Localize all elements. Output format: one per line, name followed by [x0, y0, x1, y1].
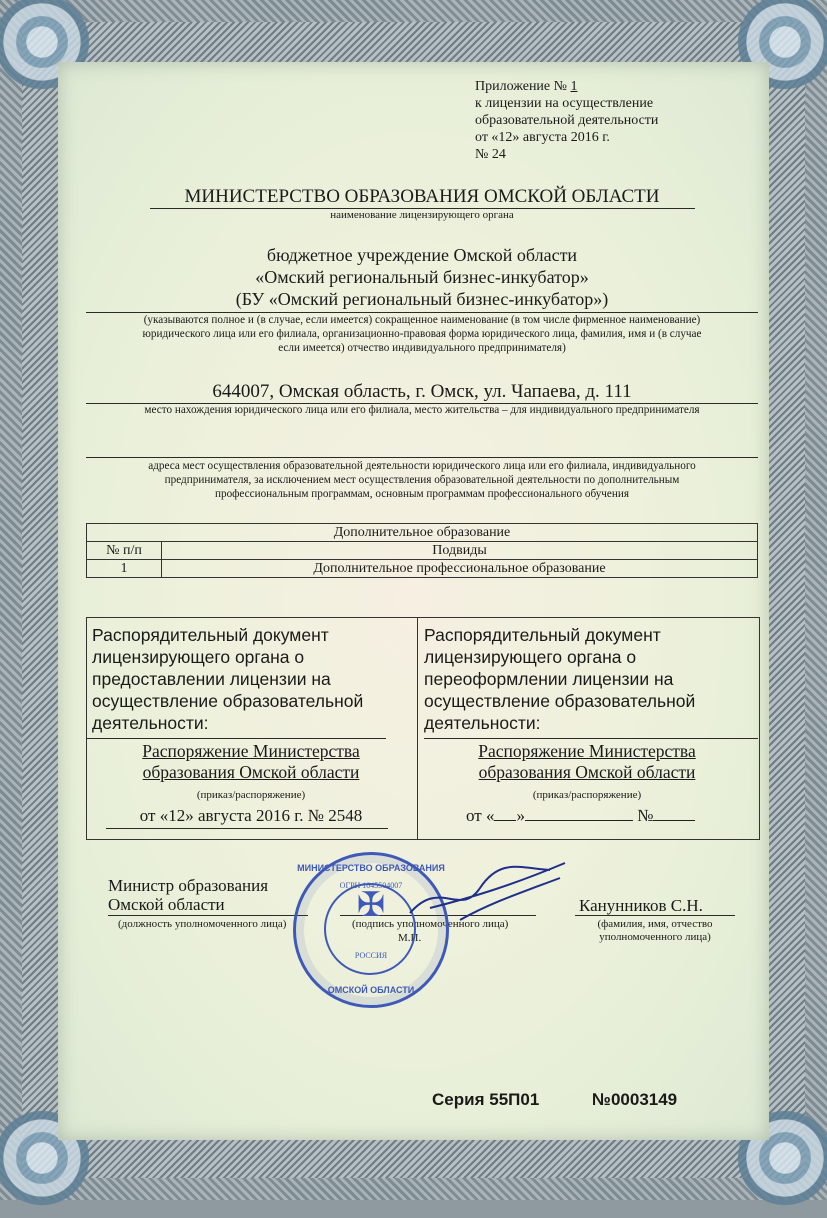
authority-name: МИНИСТЕРСТВО ОБРАЗОВАНИЯ ОМСКОЙ ОБЛАСТИ	[184, 186, 660, 207]
decision-right-doc2: образования Омской области	[478, 762, 696, 782]
form-number-label: №	[592, 1090, 611, 1109]
decision-right-underline	[424, 738, 758, 739]
activity-caption-line2: предпринимателя, за исключением мест осуществления образовательной деятельности по дополнительным	[164, 474, 680, 486]
decision-right-line3: переоформлении лицензии на	[424, 669, 674, 689]
table-row	[87, 560, 758, 578]
education-table-col-subtypes: Подвиды	[162, 542, 758, 560]
seal-ogrn: ОГРН 1045504007	[339, 881, 403, 890]
decision-right-line5: деятельности:	[424, 713, 541, 733]
activity-places-caption	[86, 459, 758, 501]
decisions-divider	[417, 618, 418, 839]
decision-left-document	[86, 741, 416, 783]
form-number-value: 0003149	[610, 1090, 678, 1109]
signer-position-line2: Омской области	[108, 895, 225, 914]
appendix-line2: к лицензии на осуществление	[475, 96, 654, 111]
decision-right-date-prefix: от «	[466, 806, 495, 825]
form-series-label: Серия	[432, 1090, 485, 1109]
appendix-line5: № 24	[475, 147, 506, 162]
decision-left-line5: деятельности:	[92, 713, 209, 733]
handwritten-signature-icon	[400, 858, 570, 928]
education-table-col-num: № п/п	[87, 542, 162, 560]
signer-name-caption-line1: (фамилия, имя, отчество	[597, 918, 713, 930]
location-address: 644007, Омская область, г. Омск, ул. Чапаева, д. 111	[212, 381, 632, 402]
organization-line1: бюджетное учреждение Омской области	[266, 245, 578, 265]
organization-caption-line1: (указываются полное и (в случае, если имеется) сокращенное наименование (в том числе фирменное наименование)	[143, 314, 701, 326]
signer-position-line1: Министр образования	[108, 876, 269, 895]
signer-name-underline	[575, 915, 735, 916]
signer-position-caption: (должность уполномоченного лица)	[118, 918, 287, 930]
organization-name	[86, 244, 758, 310]
decision-left-line4: осуществление образовательной	[92, 691, 364, 711]
signature-caption: (подпись уполномоченного лица)	[352, 918, 509, 930]
activity-caption-line1: адреса мест осуществления образовательной деятельности юридического лица или его филиала, индивидуального	[148, 460, 696, 472]
decision-right-date	[466, 806, 695, 826]
table-cell-subtype: Дополнительное профессиональное образование	[162, 560, 758, 578]
decision-right-date-mid: »	[516, 806, 525, 825]
authority-caption: наименование лицензирующего органа	[330, 209, 514, 221]
decision-right-document	[416, 741, 758, 783]
decision-left-date-underline	[106, 828, 388, 829]
appendix-block	[475, 78, 658, 163]
signer-name-caption-line2: уполномоченного лица)	[599, 931, 711, 943]
form-series-value: 55П01	[489, 1090, 540, 1109]
appendix-line4: от «12» августа 2016 г.	[475, 130, 610, 145]
double-headed-eagle-icon: ✠	[356, 887, 386, 924]
decision-left-line1: Распорядительный документ	[92, 625, 329, 645]
signer-name: Канунников С.Н.	[579, 896, 703, 915]
form-series	[432, 1090, 539, 1110]
decision-right-doc1: Распоряжение Министерства	[478, 741, 696, 761]
decision-right-line2: лицензирующего органа о	[424, 647, 637, 667]
decision-right-num-label: №	[637, 806, 654, 825]
signer-name-caption	[570, 918, 740, 944]
seal-text-top: МИНИСТЕРСТВО ОБРАЗОВАНИЯ	[297, 863, 445, 873]
decision-right-doc-caption: (приказ/распоряжение)	[532, 789, 642, 801]
organization-line2: «Омский региональный бизнес-инкубатор»	[255, 267, 589, 287]
decision-left-underline	[86, 738, 386, 739]
education-table-title: Дополнительное образование	[87, 524, 758, 542]
organization-line3: (БУ «Омский региональный бизнес-инкубатор»)	[235, 289, 609, 309]
decision-left-line2: лицензирующего органа о	[92, 647, 305, 667]
decision-left-heading	[92, 624, 363, 734]
table-cell-num: 1	[87, 560, 162, 578]
decision-left-line3: предоставлении лицензии на	[92, 669, 331, 689]
seal-country: РОССИЯ	[354, 951, 388, 960]
location-caption: место нахождения юридического лица или его филиала, место жительства – для индивидуального предпринимателя	[144, 404, 700, 416]
decision-right-line4: осуществление образовательной	[424, 691, 696, 711]
form-number	[592, 1090, 677, 1110]
organization-caption-line2: юридического лица или его филиала, организационно-правовая форма юридического лица, фамилия, имя и (в случае	[142, 328, 702, 340]
decision-left-date: от «12» августа 2016 г. № 2548	[139, 806, 363, 825]
activity-caption-line3: профессиональным программам, основным программам профессионального обучения	[214, 488, 630, 500]
appendix-line3: образовательной деятельности	[475, 113, 659, 128]
education-table	[86, 523, 758, 578]
appendix-label: Приложение №	[475, 79, 571, 94]
decision-right-heading	[424, 624, 695, 734]
appendix-number: 1	[570, 79, 578, 94]
seal-place-label: М.П.	[398, 932, 422, 944]
decision-left-doc1: Распоряжение Министерства	[142, 741, 360, 761]
signer-position-underline	[108, 915, 308, 916]
decision-right-line1: Распорядительный документ	[424, 625, 661, 645]
seal-text-bottom: ОМСКОЙ ОБЛАСТИ	[327, 985, 415, 995]
organization-caption-line3: если имеется) отчество индивидуального предпринимателя)	[278, 342, 566, 354]
organization-caption	[86, 313, 758, 355]
activity-places-line	[86, 457, 758, 458]
decision-left-doc-caption: (приказ/распоряжение)	[196, 789, 306, 801]
signer-position	[108, 876, 268, 914]
decision-left-doc2: образования Омской области	[142, 762, 360, 782]
